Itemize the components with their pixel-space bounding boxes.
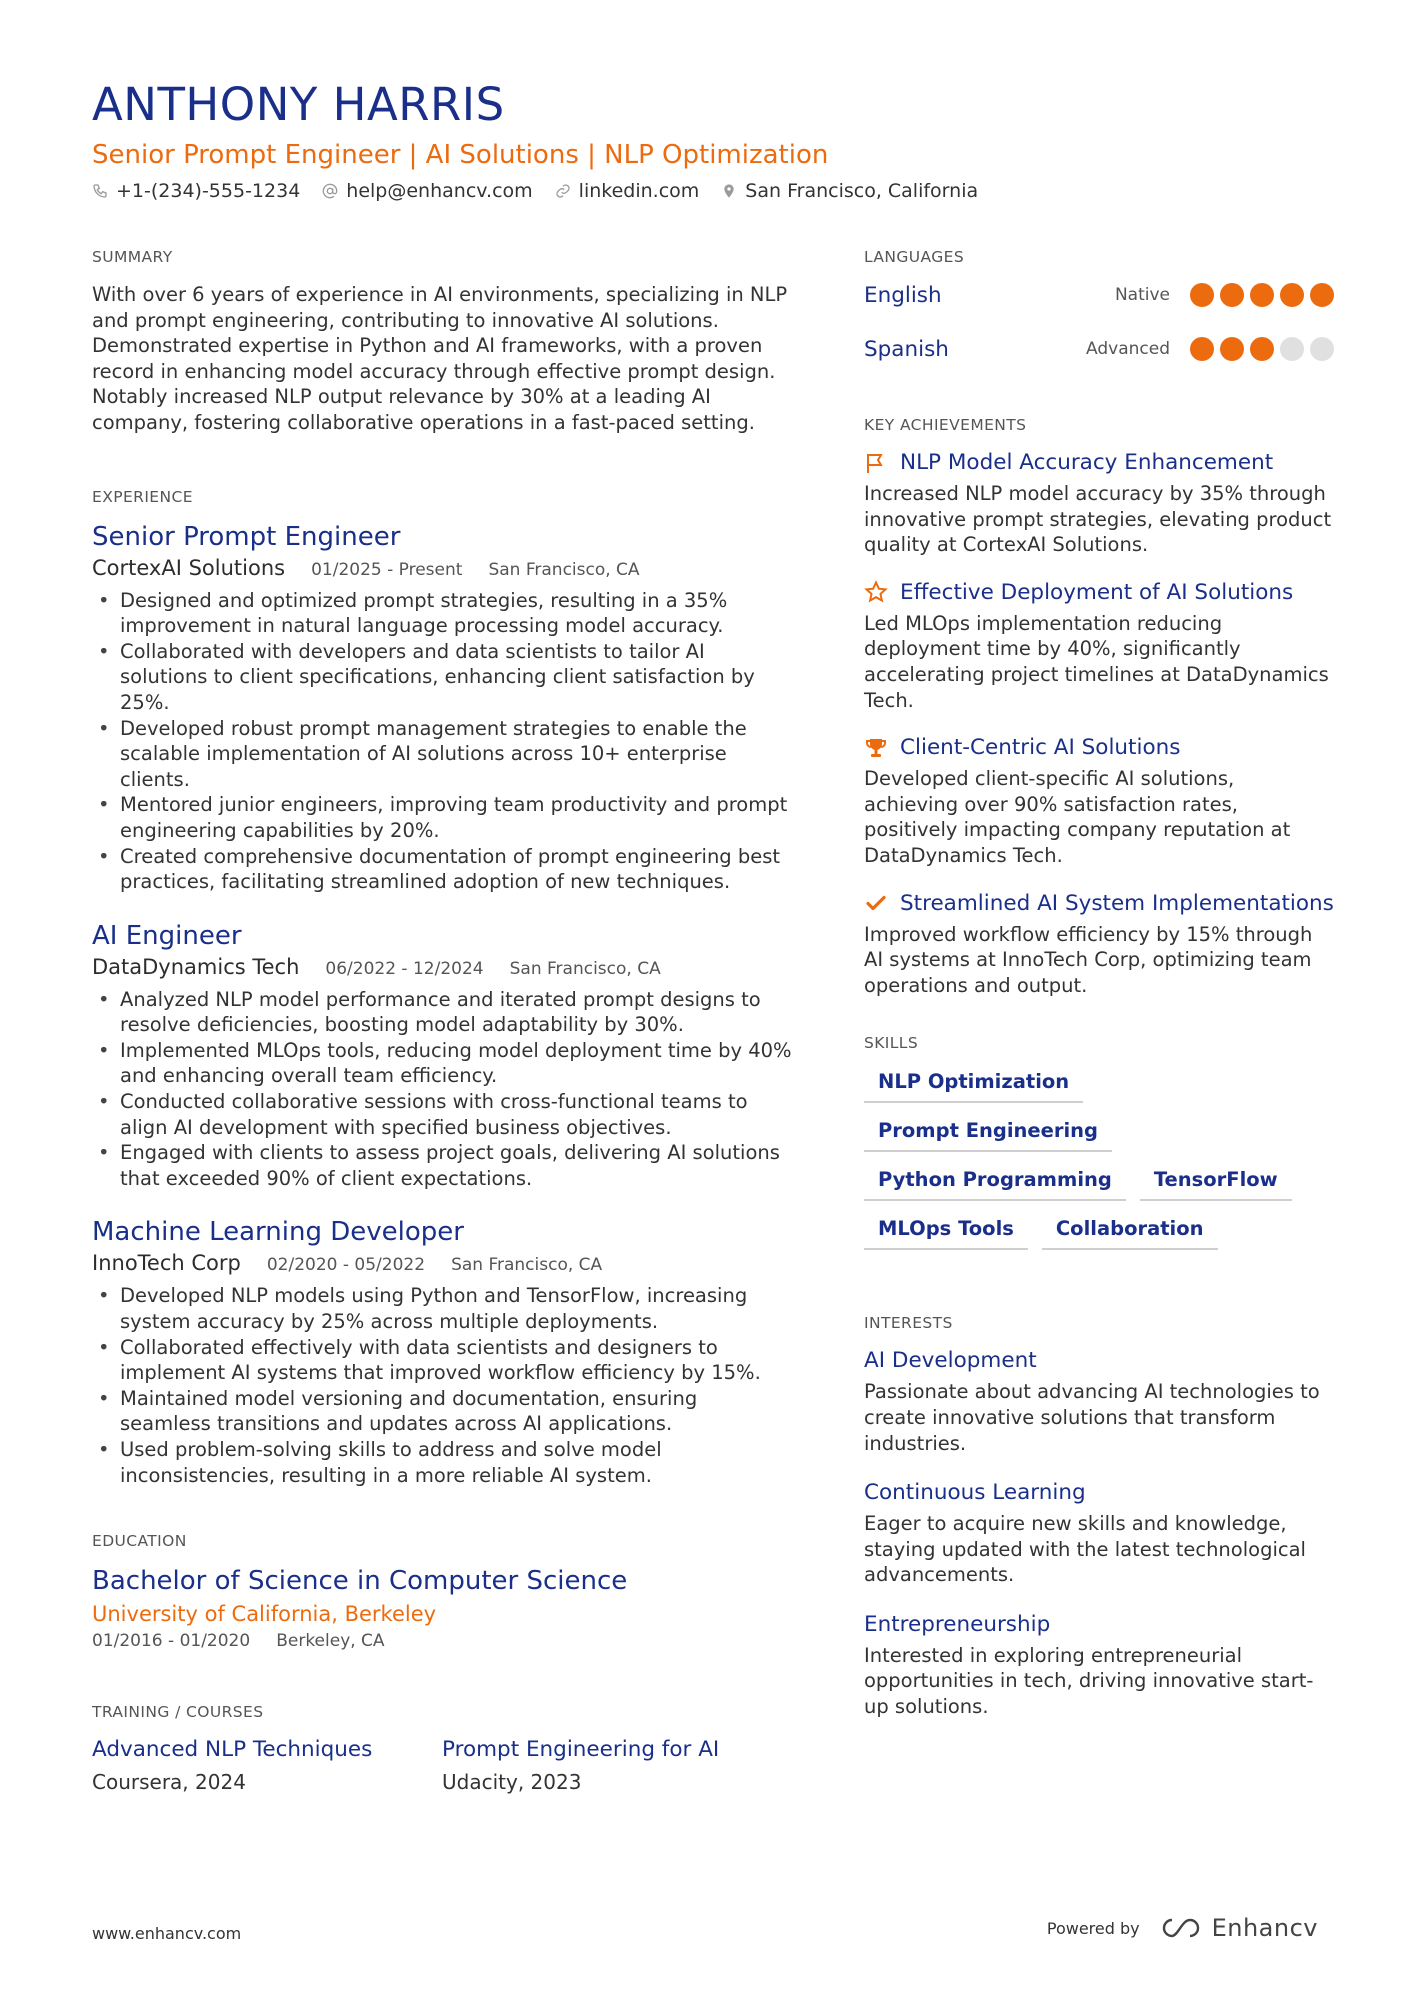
achievement-text: Increased NLP model accuracy by 35% through innovative prompt strategies, elevating product quality at CortexAI Solutions. [864, 482, 1332, 557]
headline: Senior Prompt Engineer | AI Solutions | NLP Optimization [92, 140, 829, 170]
rating-dot-filled [1190, 337, 1214, 361]
location-text: San Francisco, California [745, 180, 979, 202]
interests-heading: INTERESTS [864, 1314, 953, 1333]
contact-location [721, 180, 978, 202]
trophy-icon [864, 736, 888, 760]
achievement-header [864, 891, 1334, 916]
job-title: Senior Prompt Engineer [92, 521, 401, 552]
bullet-item: • Mentored junior engineers, improving team productivity and prompt engineering capabilities by 20%. [120, 792, 792, 843]
job-entry [92, 921, 792, 1192]
flag-icon [864, 451, 888, 475]
company-name: DataDynamics Tech [92, 954, 300, 979]
enhancv-logo-icon [1158, 1916, 1204, 1940]
bullet-item: • Designed and optimized prompt strategies, resulting in a 35% improvement in natural language processing model accuracy. [120, 588, 792, 639]
achievement-title: Client-Centric AI Solutions [900, 735, 1181, 761]
rating-dot-filled [1310, 283, 1334, 307]
training-list [92, 1737, 792, 1794]
achievement-item [864, 450, 1334, 558]
interest-item [864, 1612, 1334, 1720]
degree-title: Bachelor of Science in Computer Science [92, 1566, 628, 1597]
summary-section [92, 248, 792, 436]
bullet-item: • Created comprehensive documentation of prompt engineering best practices, facilitating streamlined adoption of new techniques. [120, 844, 792, 895]
bullet-item: • Developed NLP models using Python and TensorFlow, increasing system accuracy by 25% across multiple deployments. [120, 1283, 792, 1334]
job-dates: 01/2025 - Present [311, 559, 463, 580]
contact-row [92, 180, 978, 202]
bullet-item: • Collaborated with developers and data scientists to tailor AI solutions to client specifications, enhancing client satisfaction by 25%. [120, 639, 792, 716]
languages-heading: LANGUAGES [864, 248, 965, 266]
link-icon [555, 183, 571, 199]
interest-text: Eager to acquire new skills and knowledge, staying updated with the latest technological advancements. [864, 1512, 1306, 1587]
achievement-text: Developed client-specific AI solutions, achieving over 90% satisfaction rates, positively impacting company reputation at DataDynamics Tech. [864, 767, 1291, 867]
language-name: Spanish [864, 336, 949, 362]
achievement-header [864, 450, 1334, 475]
language-rating [1190, 337, 1334, 361]
training-item [92, 1737, 442, 1794]
company-name: CortexAI Solutions [92, 555, 286, 580]
skill-tag: MLOps Tools [864, 1217, 1028, 1250]
summary-text: With over 6 years of experience in AI environments, specializing in NLP and prompt engineering, contributing to innovative AI solutions. Demonstrated expertise in Python and AI frameworks, with a proven record in enhancing model accuracy through effective prompt design. Notably increased NLP output relevance by 30% at a leading AI company, fostering collaborative operations in a fast-paced setting. [92, 283, 788, 434]
achievement-header [864, 735, 1334, 760]
job-location: San Francisco, CA [509, 958, 661, 979]
achievements-section [864, 416, 1334, 998]
skill-tag: Collaboration [1042, 1217, 1218, 1250]
experience-heading: EXPERIENCE [92, 487, 193, 506]
job-meta [92, 1251, 792, 1275]
skill-tag: Prompt Engineering [864, 1119, 1112, 1152]
job-bullets [92, 987, 792, 1192]
language-name: English [864, 282, 942, 308]
job-dates: 02/2020 - 05/2022 [266, 1255, 426, 1276]
achievement-text: Improved workflow efficiency by 15% through AI systems at InnoTech Corp, optimizing team operations and output. [864, 922, 1313, 997]
education-dates: 01/2016 - 01/2020 [92, 1631, 251, 1652]
check-icon [864, 891, 888, 915]
job-bullets [92, 588, 792, 895]
left-column [92, 248, 792, 1794]
job-meta [92, 955, 792, 979]
brand-logo[interactable] [1158, 1914, 1318, 1942]
school-name: University of California, Berkeley [92, 1602, 437, 1627]
interest-text: Interested in exploring entrepreneurial opportunities in tech, driving innovative start-up solutions. [864, 1643, 1314, 1719]
skills-section [864, 1034, 1334, 1250]
phone-icon [92, 183, 108, 199]
rating-dot-filled [1250, 283, 1274, 307]
at-icon [322, 183, 338, 199]
rating-dot-filled [1190, 283, 1214, 307]
candidate-name: ANTHONY HARRIS [92, 78, 505, 131]
achievement-item [864, 580, 1334, 713]
achievement-text: Led MLOps implementation reducing deployment time by 40%, significantly accelerating project timelines at DataDynamics Tech. [864, 611, 1329, 712]
achievement-title: NLP Model Accuracy Enhancement [900, 450, 1274, 475]
training-heading: TRAINING / COURSES [92, 1703, 264, 1722]
interest-title: Continuous Learning [864, 1480, 1086, 1506]
language-level: Advanced [1086, 339, 1170, 359]
training-item [442, 1737, 792, 1794]
brand-name: Enhancv [1211, 1914, 1318, 1942]
contact-linkedin[interactable] [555, 180, 700, 202]
job-title: Machine Learning Developer [92, 1217, 464, 1248]
education-location: Berkeley, CA [276, 1631, 385, 1652]
interest-text: Passionate about advancing AI technologies to create innovative solutions that transform industries. [864, 1380, 1320, 1455]
footer-brand [1047, 1914, 1318, 1942]
achievements-heading: KEY ACHIEVEMENTS [864, 416, 1027, 434]
interest-item [864, 1348, 1334, 1456]
interest-title: AI Development [864, 1348, 1037, 1374]
job-meta [92, 556, 792, 580]
skill-tag: NLP Optimization [864, 1070, 1083, 1103]
achievement-header [864, 580, 1334, 605]
interest-item [864, 1480, 1334, 1588]
language-row [864, 268, 1334, 322]
job-entry [92, 1217, 792, 1488]
achievement-item [864, 735, 1334, 868]
job-location: San Francisco, CA [451, 1255, 603, 1276]
language-rating [1190, 283, 1334, 307]
bullet-item: • Implemented MLOps tools, reducing model deployment time by 40% and enhancing overall team efficiency. [120, 1038, 792, 1089]
powered-by-label: Powered by [1046, 1918, 1140, 1938]
job-title: AI Engineer [92, 920, 242, 951]
language-level: Native [1114, 285, 1170, 305]
bullet-item: • Analyzed NLP model performance and iterated prompt designs to resolve deficiencies, boosting model adaptability by 30%. [120, 987, 792, 1038]
rating-dot-empty [1310, 337, 1334, 361]
skills-list [864, 1070, 1324, 1250]
training-title: Prompt Engineering for AI [442, 1737, 720, 1763]
bullet-item: • Developed robust prompt management strategies to enable the scalable implementation of AI solutions across 10+ enterprise clients. [120, 716, 792, 793]
education-meta [92, 1631, 792, 1651]
skill-tag: TensorFlow [1140, 1168, 1292, 1201]
job-dates: 06/2022 - 12/2024 [325, 958, 484, 979]
training-org: Udacity, 2023 [442, 1770, 582, 1795]
skill-tag: Python Programming [864, 1168, 1126, 1201]
training-title: Advanced NLP Techniques [92, 1737, 373, 1763]
achievement-item [864, 891, 1334, 999]
bullet-item: • Used problem-solving skills to address and solve model inconsistencies, resulting in a more reliable AI system. [120, 1437, 792, 1488]
bullet-item: • Conducted collaborative sessions with cross-functional teams to align AI development with specified business objectives. [120, 1089, 792, 1140]
bullet-item: • Collaborated effectively with data scientists and designers to implement AI systems that improved workflow efficiency by 15%. [120, 1335, 792, 1386]
contact-phone[interactable] [92, 180, 300, 202]
skills-heading: SKILLS [864, 1034, 919, 1053]
contact-email[interactable] [322, 180, 532, 202]
location-pin-icon [721, 183, 737, 199]
training-org: Coursera, 2024 [92, 1770, 246, 1795]
education-section [92, 1532, 792, 1651]
achievement-title: Streamlined AI System Implementations [900, 890, 1334, 916]
right-column [864, 248, 1334, 1744]
language-row [864, 322, 1334, 376]
bullet-item: • Engaged with clients to assess project goals, delivering AI solutions that exceeded 90% of client expectations. [120, 1140, 792, 1191]
rating-dot-filled [1250, 337, 1274, 361]
email-text: help@enhancv.com [346, 180, 533, 202]
linkedin-text: linkedin.com [578, 180, 700, 202]
bullet-item: • Maintained model versioning and documentation, ensuring seamless transitions and updates across AI applications. [120, 1386, 792, 1437]
education-heading: EDUCATION [92, 1532, 187, 1551]
job-entry [92, 522, 792, 895]
rating-dot-empty [1280, 337, 1304, 361]
interest-title: Entrepreneurship [864, 1611, 1051, 1637]
job-location: San Francisco, CA [488, 559, 640, 580]
rating-dot-filled [1220, 283, 1244, 307]
star-icon [864, 580, 888, 604]
languages-section [864, 248, 1334, 376]
rating-dot-filled [1280, 283, 1304, 307]
interests-section [864, 1314, 1334, 1719]
summary-heading: SUMMARY [92, 248, 173, 266]
achievement-title: Effective Deployment of AI Solutions [900, 579, 1294, 605]
job-bullets [92, 1283, 792, 1488]
training-section [92, 1703, 792, 1794]
phone-text: +1-(234)-555-1234 [116, 180, 301, 202]
footer-url[interactable]: www.enhancv.com [92, 1924, 242, 1943]
experience-section [92, 488, 792, 1489]
company-name: InnoTech Corp [92, 1251, 241, 1276]
rating-dot-filled [1220, 337, 1244, 361]
